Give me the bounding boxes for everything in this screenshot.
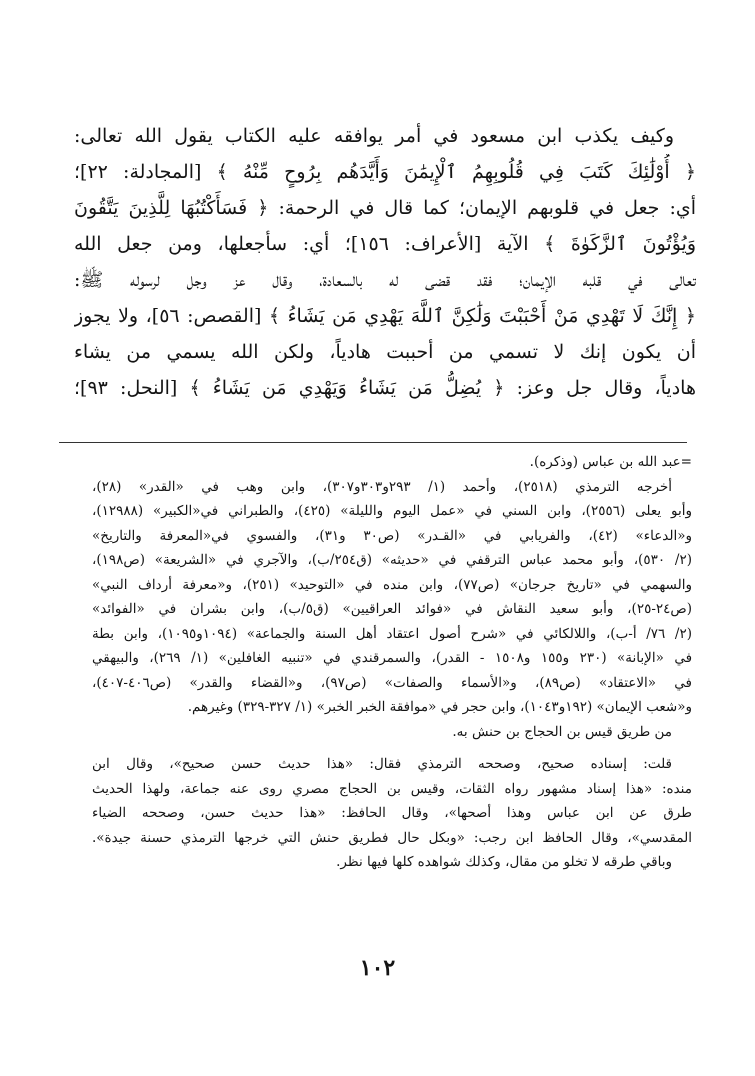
footnote-line: =عبد الله بن عباس (وذكره). <box>529 454 692 470</box>
footnote-line: في «الاعتقاد» (ص٨٩)، و«الأسماء والصفات» (ص٩٧)، و«القضاء والقدر» (ص٤٠٦-٤٠٧)، <box>92 674 692 691</box>
footnote-line: من طريق قيس بن الحجاج بن حنش به. <box>452 723 672 740</box>
main-line: وَيُؤْتُونَ ٱلزَّكَوٰةَ ﴾ الآية [الأعراف: ١٥٦]؛ أي: سأجعلها، ومن جعل الله <box>74 233 696 255</box>
footnote-line: (ص٢٤-٢٥)، وأبو سعيد النقاش في «فوائد العراقيين» (ق٥/ب)، وابن بشران في «الفوائد» <box>92 601 692 617</box>
footnote-line: طرق عن ابن عباس وهذا أصحها»، وقال الحافظ: «هذا حديث حسن، وصححه الضياء <box>92 805 692 821</box>
footnote-line: و«الدعاء» (٤٢)، والفريابي في «القـدر» (ص٣٠ و٣١)، والفسوي في«المعرفة والتاريخ» <box>92 527 692 544</box>
footnote-line: في «الإبانة» (٢٣٠ و١٥٥ و١٥٠٨ - القدر)، والسمرقندي في «تنبيه الغافلين» (١/ ٢٦٩)، والبيهقي <box>92 650 692 666</box>
main-line: ﴿ أُوْلَٰئِكَ كَتَبَ فِي قُلُوبِهِمُ ٱلْإِيمَٰنَ وَأَيَّدَهُم بِرُوحٍ مِّنْهُ ﴾ [المجادلة: ٢٢]؛ <box>74 161 696 183</box>
footnote-line: المقدسي»، وقال الحافظ ابن رجب: «وبكل حال فطريق حنش التي خرجها الترمذي حسنة جيدة». <box>92 829 692 846</box>
footnote-line: قلت: إسناده صحيح، وصححه الترمذي فقال: «هذا حديث حسن صحيح»، وقال ابن <box>92 756 672 772</box>
main-line: ﴿ إِنَّكَ لَا تَهْدِي مَنْ أَحْبَبْتَ وَلَٰكِنَّ ٱللَّهَ يَهْدِي مَن يَشَاءُ ﴾ [القصص: ٥٦]، ولا يجوز <box>74 305 696 327</box>
footnote-line: والسهمي في «تاريخ جرجان» (ص٧٧)، وابن منده في «التوحيد» (٢٥١)، و«معرفة أرداف النبي» <box>92 576 692 593</box>
footnote-divider <box>59 442 687 443</box>
footnote-line: أخرجه الترمذي (٢٥١٨)، وأحمد (١/ ٢٩٣و٣٠٣و٣٠٧)، وابن وهب في «القدر» (٢٨)، <box>92 478 673 495</box>
page-number: ١٠٢ <box>359 955 396 981</box>
main-line: أن يكون إنك لا تسمي من أحببت هادياً، ولكن الله يسمي من يشاء <box>74 341 696 363</box>
main-text-block <box>74 118 696 406</box>
main-line: أي: جعل في قلوبهم الإيمان؛ كما قال في الرحمة: ﴿ فَسَأَكْتُبُهَا لِلَّذِينَ يَتَّقُونَ <box>74 197 696 219</box>
footnote-line: وأبو يعلى (٢٥٥٦)، وابن السني في «عمل اليوم والليلة» (٤٢٥)، والطبراني في«الكبير» (١٢٩٨٨)، <box>92 503 692 519</box>
footnote-gap <box>92 744 692 752</box>
footnotes-block <box>92 450 692 875</box>
footnote-line: منده: «هذا إسناد مشهور رواه الثقات، وقيس بن الحجاج مصري روى عنه جماعة، ولهذا الحديث <box>92 780 692 797</box>
main-line: تعالى في قلبه الإيمان؛ فقد قضى له بالسعادة، وقال عز وجل لرسوله ﷺ: <box>74 269 696 291</box>
footnote-line: و«شعب الإيمان» (١٩٢و١٠٤٣)، وابن حجر في «موافقة الخبر الخبر» (١/ ٣٢٧-٣٢٩) وغيرهم. <box>187 699 692 715</box>
footnote-line: وباقي طرقه لا تخلو من مقال، وكذلك شواهده كلها فيها نظر. <box>336 854 672 870</box>
footnote-line: (٢/ ٧٦/ أ-ب)، واللالكائي في «شرح أصول اعتقاد أهل السنة والجماعة» (١٠٩٤و١٠٩٥)، وابن بطة <box>92 625 692 642</box>
main-line: هادياً، وقال جل وعز: ﴿ يُضِلُّ مَن يَشَاءُ وَيَهْدِي مَن يَشَاءُ ﴾ [النحل: ٩٣]؛ <box>74 377 696 399</box>
main-line: وكيف يكذب ابن مسعود في أمر يوافقه عليه الكتاب يقول الله تعالى: <box>74 125 674 147</box>
footnote-line: (٢/ ٥٣٠)، وأبو محمد عباس الترقفي في «حديثه» (ق٢٥٤/ب)، والآجري في «الشريعة» (ص١٩٨)، <box>92 552 692 568</box>
